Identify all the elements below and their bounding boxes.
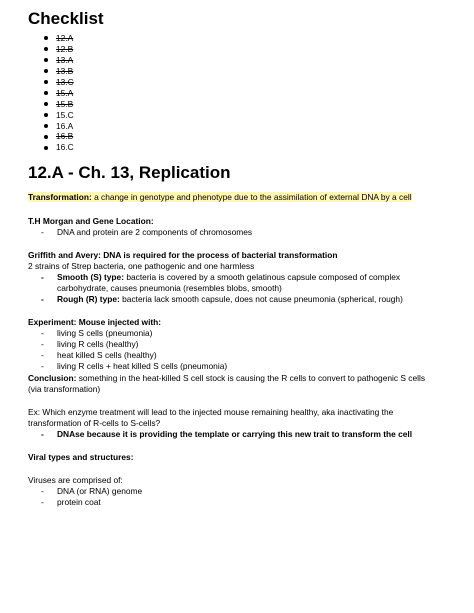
checklist-item-label: 13.C: [56, 76, 74, 87]
checklist-title: Checklist: [28, 9, 104, 28]
experiment-heading: Experiment: Mouse injected with:: [28, 317, 162, 327]
bullet-icon: [44, 102, 48, 106]
transformation-term: Transformation:: [28, 192, 92, 202]
dash-bullet: -: [41, 272, 44, 282]
checklist-item: [44, 55, 74, 66]
example-question: Ex: Which enzyme treatment will lead to the injected mouse remaining healthy, aka inactivating the: [28, 407, 394, 417]
rough-label: Rough (R) type:: [57, 294, 120, 304]
checklist-item: [44, 44, 74, 55]
list-item-text: living S cells (pneumonia): [57, 328, 153, 338]
dash-bullet: -: [41, 361, 44, 371]
dash-bullet: -: [41, 429, 44, 439]
checklist-item-label: 15.B: [56, 98, 74, 109]
section-title: 12.A - Ch. 13, Replication: [28, 163, 231, 182]
list-item-text: heat killed S cells (healthy): [57, 350, 157, 360]
viral-intro: Viruses are comprised of:: [28, 475, 123, 485]
checklist-item-label: 13.B: [56, 65, 74, 76]
checklist-item: [44, 121, 74, 132]
list-item-text: carbohydrate, causes pneumonia (resembles blobs, smooth): [57, 283, 282, 293]
smooth-text: bacteria is covered by a smooth gelatinous capsule composed of complex: [124, 272, 401, 282]
checklist-item-label: 16.A: [56, 120, 74, 131]
bullet-icon: [44, 124, 48, 128]
conclusion-continuation: (via transformation): [28, 384, 101, 394]
checklist-item-label: 16.B: [56, 131, 74, 142]
list-item-text: protein coat: [57, 497, 101, 507]
dash-bullet: -: [41, 497, 44, 507]
highlight: [28, 192, 412, 202]
griffith-intro: 2 strains of Strep bacteria, one pathogenic and one harmless: [28, 261, 255, 271]
checklist-item: [44, 88, 74, 99]
checklist-item: [44, 33, 74, 44]
conclusion-text: something in the heat-killed S cell stock is causing the R cells to convert to pathogenic S cells: [76, 373, 426, 383]
list-item-text: living R cells + heat killed S cells (pneumonia): [57, 361, 228, 371]
checklist-item: [44, 110, 74, 121]
checklist-item-label: 15.A: [56, 87, 74, 98]
dash-bullet: -: [41, 339, 44, 349]
list-item-text: living R cells (healthy): [57, 339, 139, 349]
example-question-continuation: transformation of R-cells to S-cells?: [28, 418, 161, 428]
morgan-heading: T.H Morgan and Gene Location:: [28, 216, 154, 226]
bullet-icon: [44, 36, 48, 40]
dash-bullet: -: [41, 486, 44, 496]
griffith-heading: Griffith and Avery: DNA is required for the process of bacterial transformation: [28, 250, 338, 260]
checklist-item: [44, 142, 74, 153]
bullet-icon: [44, 135, 48, 139]
checklist-item-label: 12.B: [56, 43, 74, 54]
smooth-label: Smooth (S) type:: [57, 272, 124, 282]
list-item-text: [57, 272, 400, 283]
bullet-icon: [44, 113, 48, 117]
dash-bullet: -: [41, 328, 44, 338]
list-item-text: DNA and protein are 2 components of chromosomes: [57, 227, 253, 237]
bullet-icon: [44, 91, 48, 95]
checklist-item: [44, 77, 74, 88]
conclusion-label: Conclusion:: [28, 373, 77, 383]
list-item-text: [57, 294, 403, 305]
bullet-icon: [44, 80, 48, 84]
checklist: [44, 33, 74, 153]
example-answer: DNAse because it is providing the template or carrying this new trait to transform the cell: [57, 429, 413, 439]
bullet-icon: [44, 47, 48, 51]
checklist-item-label: 13.A: [56, 54, 74, 65]
bullet-icon: [44, 146, 48, 150]
checklist-item: [44, 131, 74, 142]
conclusion: [28, 373, 425, 384]
viral-heading: Viral types and structures:: [28, 452, 134, 462]
dash-bullet: -: [41, 350, 44, 360]
dash-bullet: -: [41, 227, 44, 237]
checklist-item-label: 12.A: [56, 33, 74, 43]
dash-bullet: -: [41, 294, 44, 304]
rough-text: bacteria lack smooth capsule, does not cause pneumonia (spherical, rough): [119, 294, 403, 304]
list-item-text: DNA (or RNA) genome: [57, 486, 143, 496]
bullet-icon: [44, 58, 48, 62]
transformation-def: a change in genotype and phenotype due to the assimilation of external DNA by a cell: [91, 192, 412, 202]
bullet-icon: [44, 69, 48, 73]
checklist-item: [44, 66, 74, 77]
checklist-item-label: 15.C: [56, 109, 74, 120]
checklist-item-label: 16.C: [56, 142, 74, 153]
checklist-item: [44, 99, 74, 110]
transformation-definition: [28, 192, 412, 203]
